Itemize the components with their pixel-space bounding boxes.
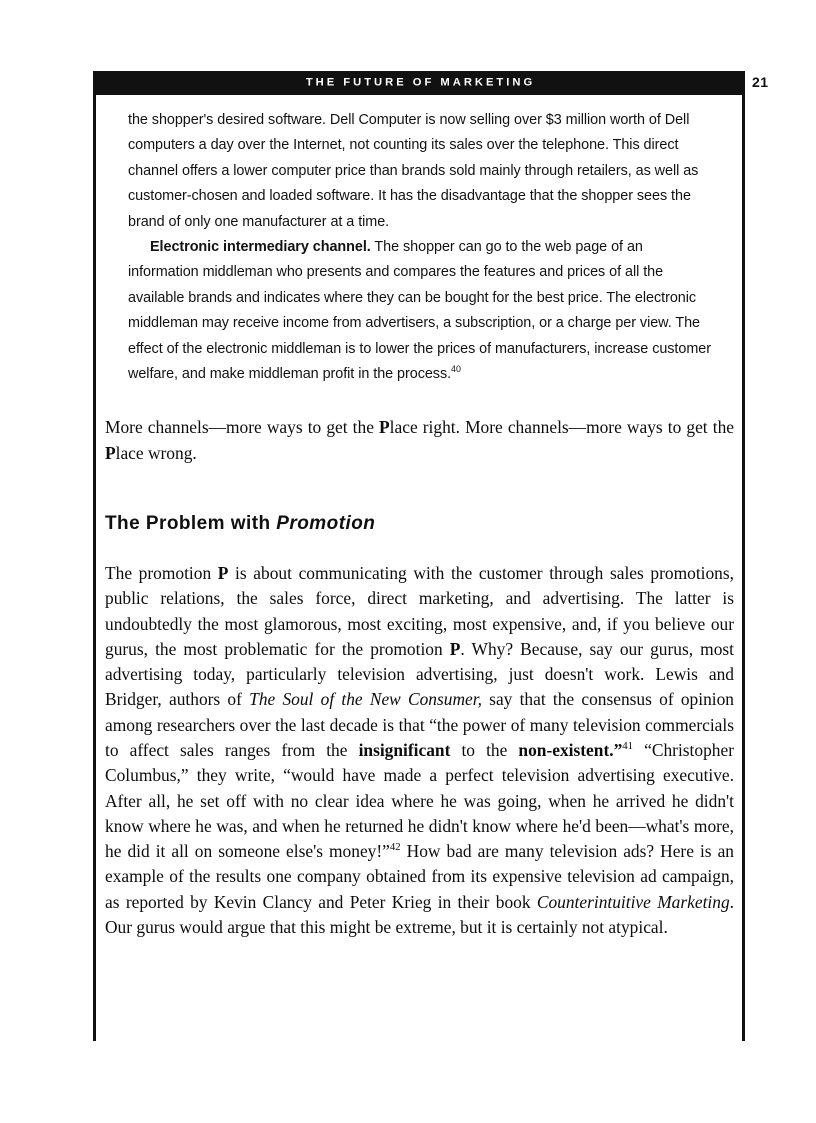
book-title-counterintuitive-marketing: Counterintuitive Marketing: [536, 891, 730, 912]
page-rule-left: [93, 71, 96, 1041]
page-number: 21: [752, 74, 769, 90]
paragraph-segment: lace wrong.: [115, 442, 197, 463]
paragraph-segment: lace right. More channels—more ways to get the: [389, 417, 734, 438]
paragraph-segment: . Why? Because, say our gurus, most advertising today, particularly television advertising, just doesn't work. Lewis and Bridger, authors of: [105, 638, 735, 710]
paragraph-segment: is about communicating with the customer through sales promotions, public relations, the sales force, direct marketing, and advertising. The latter is undoubtedly the most glamorous, most exciting, most expensive, and, if you believe our gurus, the most problematic for the promotion: [105, 562, 734, 659]
paragraph-more-channels: [105, 415, 734, 466]
paragraph-segment: to the: [450, 739, 519, 760]
bold-letter-p: P: [217, 562, 229, 583]
extract-paragraph-body: The shopper can go to the web page of an information middleman who presents and compares the features and prices of all the available brands and indicates where they can be bought for the best price. The electronic middleman may receive income from advertisers, a subscription, or a charge per view. The effect of the electronic middleman is to lower the prices of manufacturers, increase customer welfare, and make middleman profit in the process.: [128, 239, 711, 383]
book-title-soul-of-the-new-consumer: The Soul of the New Consumer,: [249, 689, 482, 710]
bold-word-nonexistent: non-existent.”: [518, 739, 623, 760]
footnote-marker-40: 40: [451, 364, 461, 375]
footnote-marker-41: 41: [622, 740, 634, 753]
extract-paragraph-continued: the shopper's desired software. Dell Computer is now selling over $3 million worth of Dell computers a day over the Internet, not counting its sales over the telephone. This direct channel offers a lower computer price than brands sold mainly through retailers, as well as customer-chosen and loaded software. It has the disadvantage that the shopper sees the brand of only one manufacturer at a time.: [128, 112, 699, 230]
paragraph-segment: . Our gurus would argue that this might be extreme, but it is certainly not atypical.: [105, 891, 735, 938]
paragraph-promotion: [105, 561, 734, 940]
paragraph-segment: The promotion: [105, 562, 218, 583]
bold-letter-p: P: [379, 417, 390, 438]
extract-block: [105, 108, 711, 387]
paragraph-segment: More channels—more ways to get the: [105, 417, 380, 438]
bold-letter-p: P: [105, 442, 116, 463]
paragraph-segment: “Christopher Columbus,” they write, “would have made a perfect television advertising executive. After all, he set off with no clear idea where he was going, when he arrived he didn't know where he was, and when he returned he didn't know where he'd been—what's more, he did it all on someone else's money!”: [105, 739, 734, 862]
section-heading-text: The Problem with: [105, 513, 277, 535]
paragraph-segment: say that the consensus of opinion among researchers over the last decade is that “the power of many television commercials to affect sales ranges from the: [105, 689, 734, 760]
section-heading: [105, 513, 734, 535]
page-rule-right: [742, 71, 745, 1041]
paragraph-segment: How bad are many television ads? Here is an example of the results one company obtained from its expensive television ad campaign, as reported by Kevin Clancy and Peter Krieg in their book: [105, 841, 734, 912]
bold-word-insignificant: insignificant: [358, 739, 451, 760]
running-head-title: THE FUTURE OF MARKETING: [305, 76, 536, 89]
extract-run-in-heading: Electronic intermediary channel.: [150, 239, 371, 256]
footnote-marker-42: 42: [389, 841, 401, 854]
extract-paragraph-electronic-intermediary: [128, 235, 711, 387]
section-heading-emphasis: Promotion: [276, 513, 376, 535]
text-column: [105, 108, 734, 940]
running-head-bar: [93, 71, 745, 95]
bold-letter-p: P: [449, 638, 461, 659]
